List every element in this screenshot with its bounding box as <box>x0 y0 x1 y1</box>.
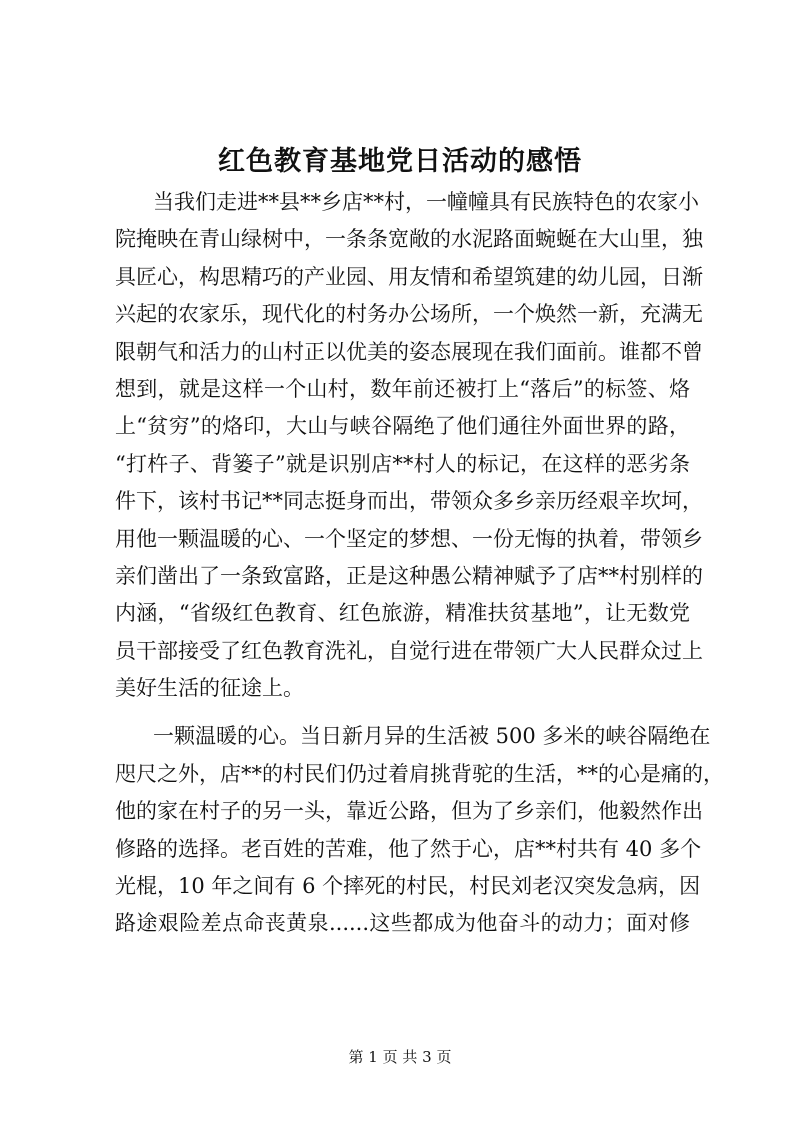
paragraph <box>115 184 703 707</box>
document-body <box>115 184 724 943</box>
paragraph-spacer <box>115 707 690 718</box>
paragraph <box>115 718 724 942</box>
text-line: 限朝气和活力的山村正以优美的姿态展现在我们面前。谁都不曾 <box>115 339 703 364</box>
text-line: 兴起的农家乐，现代化的村务办公场所，一个焕然一新，充满无 <box>115 302 703 327</box>
text-line: 件下，该村书记**同志挺身而出，带领众多乡亲历经艰辛坎坷， <box>115 489 703 514</box>
text-line: 光棍，10 年之间有 6 个摔死的村民，村民刘老汉突发急病，因 <box>115 874 701 899</box>
text-line: 修路的选择。老百姓的苦难，他了然于心，店**村共有 40 多个 <box>115 836 702 861</box>
document-title: 红色教育基地党日活动的感悟 <box>218 146 582 177</box>
text-line: 一颗温暖的心。当日新月异的生活被 500 多米的峡谷隔绝在 <box>153 724 711 749</box>
text-line: 员干部接受了红色教育洗礼，自觉行进在带领广大人民群众过上 <box>115 638 703 663</box>
text-line: 内涵，“省级红色教育、红色旅游，精准扶贫基地”，让无数党 <box>115 601 690 626</box>
text-line: 具匠心，构思精巧的产业园、用友情和希望筑建的幼儿园，日渐 <box>115 264 703 289</box>
text-line: 咫尺之外，店**的村民们仍过着肩挑背驼的生活，**的心是痛的， <box>115 761 724 786</box>
text-line: 亲们凿出了一条致富路，正是这种愚公精神赋予了店**村别样的 <box>115 563 703 588</box>
text-line: 路途艰险差点命丧黄泉......这些都成为他奋斗的动力；面对修 <box>115 911 690 936</box>
text-line: 用他一颗温暖的心、一个坚定的梦想、一份无悔的执着，带领乡 <box>115 526 703 551</box>
text-line: 他的家在村子的另一头，靠近公路，但为了乡亲们，他毅然作出 <box>115 799 703 824</box>
text-line: 想到，就是这样一个山村，数年前还被打上“落后”的标签、烙 <box>115 376 690 401</box>
text-line: 院掩映在青山绿树中，一条条宽敞的水泥路面蜿蜒在大山里，独 <box>115 227 703 252</box>
text-line: “打杵子、背篓子”就是识别店**村人的标记，在这样的恶劣条 <box>115 451 690 476</box>
text-line: 美好生活的征途上。 <box>115 676 304 701</box>
text-line: 上“贫穷”的烙印，大山与峡谷隔绝了他们通往外面世界的路， <box>115 414 690 439</box>
text-line: 当我们走进**县**乡店**村，一幢幢具有民族特色的农家小 <box>153 190 699 214</box>
page-footer: 第 1 页 共 3 页 <box>348 1048 452 1066</box>
